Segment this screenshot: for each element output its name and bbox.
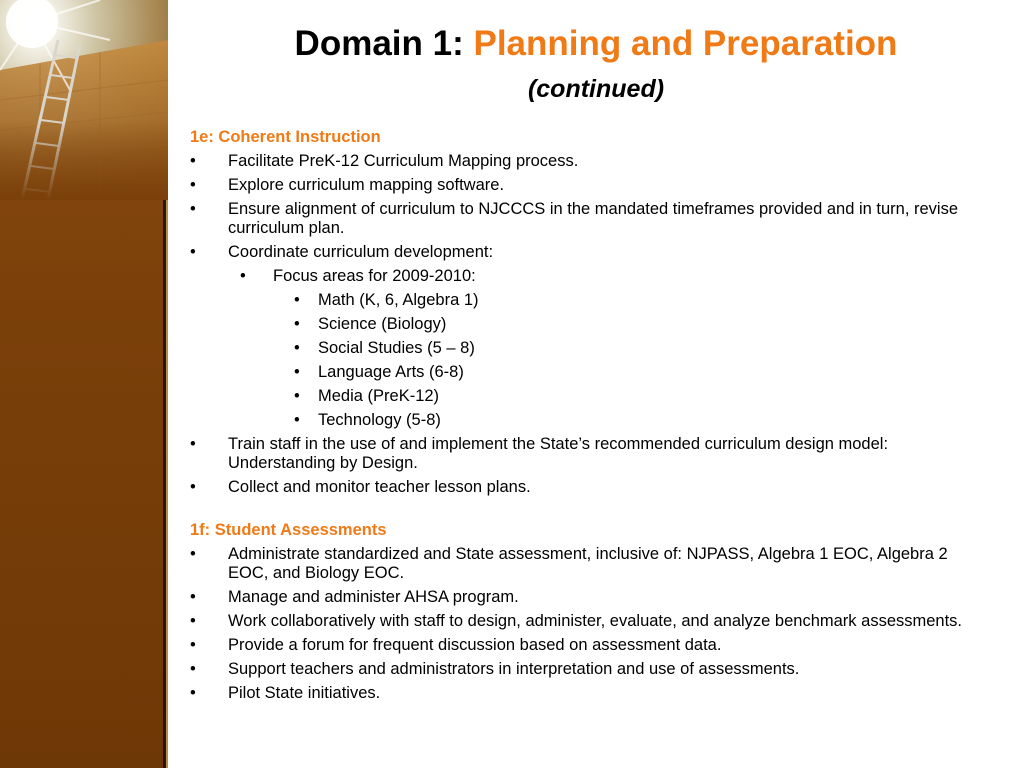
bullet-icon: • bbox=[294, 363, 300, 381]
focus-area-item bbox=[190, 411, 980, 430]
list-item-text: Coordinate curriculum development: bbox=[228, 243, 494, 261]
bullet-icon: • bbox=[294, 339, 300, 357]
title-accent: Planning and Preparation bbox=[473, 24, 898, 63]
bullet-icon: • bbox=[294, 291, 300, 309]
ladder-sun-graphic bbox=[0, 0, 168, 200]
focus-area-item bbox=[190, 315, 980, 334]
list-item bbox=[190, 152, 980, 171]
focus-area-item bbox=[190, 291, 980, 310]
bullet-icon: • bbox=[294, 387, 300, 405]
bullet-icon: • bbox=[294, 315, 300, 333]
list-item-text: Explore curriculum mapping software. bbox=[228, 176, 505, 194]
section-heading-1e: 1e: Coherent Instruction bbox=[190, 128, 381, 146]
list-item-text: Ensure alignment of curriculum to NJCCCS in the mandated timeframes provided and in turn, revise curriculum plan. bbox=[228, 200, 958, 237]
bullet-list-1e bbox=[190, 152, 980, 497]
list-item-text: Science (Biology) bbox=[318, 315, 447, 333]
list-item bbox=[190, 588, 980, 607]
bullet-icon: • bbox=[190, 684, 196, 702]
list-item-text: Work collaboratively with staff to design, administer, evaluate, and analyze benchmark assessments. bbox=[228, 612, 963, 630]
list-item-text: Technology (5-8) bbox=[318, 411, 441, 429]
section-heading-1f: 1f: Student Assessments bbox=[190, 521, 387, 539]
bullet-icon: • bbox=[190, 478, 196, 496]
list-item bbox=[190, 176, 980, 195]
bullet-icon: • bbox=[190, 435, 196, 453]
list-item bbox=[190, 243, 980, 262]
list-item bbox=[190, 435, 980, 473]
list-item-text: Train staff in the use of and implement the State’s recommended curriculum design model: Understanding by Design. bbox=[228, 435, 889, 472]
bullet-icon: • bbox=[190, 176, 196, 194]
bullet-icon: • bbox=[240, 267, 246, 285]
sub-list-item bbox=[190, 267, 980, 286]
list-item-text: Support teachers and administrators in interpretation and use of assessments. bbox=[228, 660, 800, 678]
list-item-text: Focus areas for 2009-2010: bbox=[273, 267, 476, 285]
focus-area-item bbox=[190, 339, 980, 358]
ladder-to-sun-image bbox=[0, 0, 168, 200]
focus-area-item bbox=[190, 387, 980, 406]
page-title bbox=[168, 24, 1024, 64]
section-spacer bbox=[190, 502, 980, 521]
list-item bbox=[190, 545, 980, 583]
list-item bbox=[190, 636, 980, 655]
bullet-icon: • bbox=[190, 660, 196, 678]
bullet-icon: • bbox=[294, 411, 300, 429]
list-item bbox=[190, 478, 980, 497]
bullet-icon: • bbox=[190, 545, 196, 563]
list-item bbox=[190, 612, 980, 631]
focus-area-item bbox=[190, 363, 980, 382]
list-item-text: Media (PreK-12) bbox=[318, 387, 440, 405]
list-item-text: Social Studies (5 – 8) bbox=[318, 339, 475, 357]
list-item bbox=[190, 660, 980, 679]
title-prefix: Domain 1: bbox=[294, 24, 464, 63]
bullet-icon: • bbox=[190, 200, 196, 218]
page-subtitle: (continued) bbox=[527, 75, 665, 103]
bullet-list-1f bbox=[190, 545, 980, 703]
list-item-text: Manage and administer AHSA program. bbox=[228, 588, 519, 606]
list-item-text: Pilot State initiatives. bbox=[228, 684, 381, 702]
bullet-icon: • bbox=[190, 243, 196, 261]
list-item-text: Administrate standardized and State assessment, inclusive of: NJPASS, Algebra 1 EOC, Algebra 2 EOC, and Biology EOC. bbox=[228, 545, 948, 582]
list-item-text: Facilitate PreK-12 Curriculum Mapping process. bbox=[228, 152, 579, 170]
bullet-icon: • bbox=[190, 612, 196, 630]
list-item bbox=[190, 684, 980, 703]
bullet-icon: • bbox=[190, 636, 196, 654]
list-item bbox=[190, 200, 980, 238]
list-item-text: Language Arts (6-8) bbox=[318, 363, 464, 381]
list-item-text: Collect and monitor teacher lesson plans. bbox=[228, 478, 531, 496]
list-item-text: Provide a forum for frequent discussion based on assessment data. bbox=[228, 636, 722, 654]
bullet-icon: • bbox=[190, 152, 196, 170]
list-item-text: Math (K, 6, Algebra 1) bbox=[318, 291, 479, 309]
bullet-icon: • bbox=[190, 588, 196, 606]
slide-content bbox=[190, 128, 980, 708]
